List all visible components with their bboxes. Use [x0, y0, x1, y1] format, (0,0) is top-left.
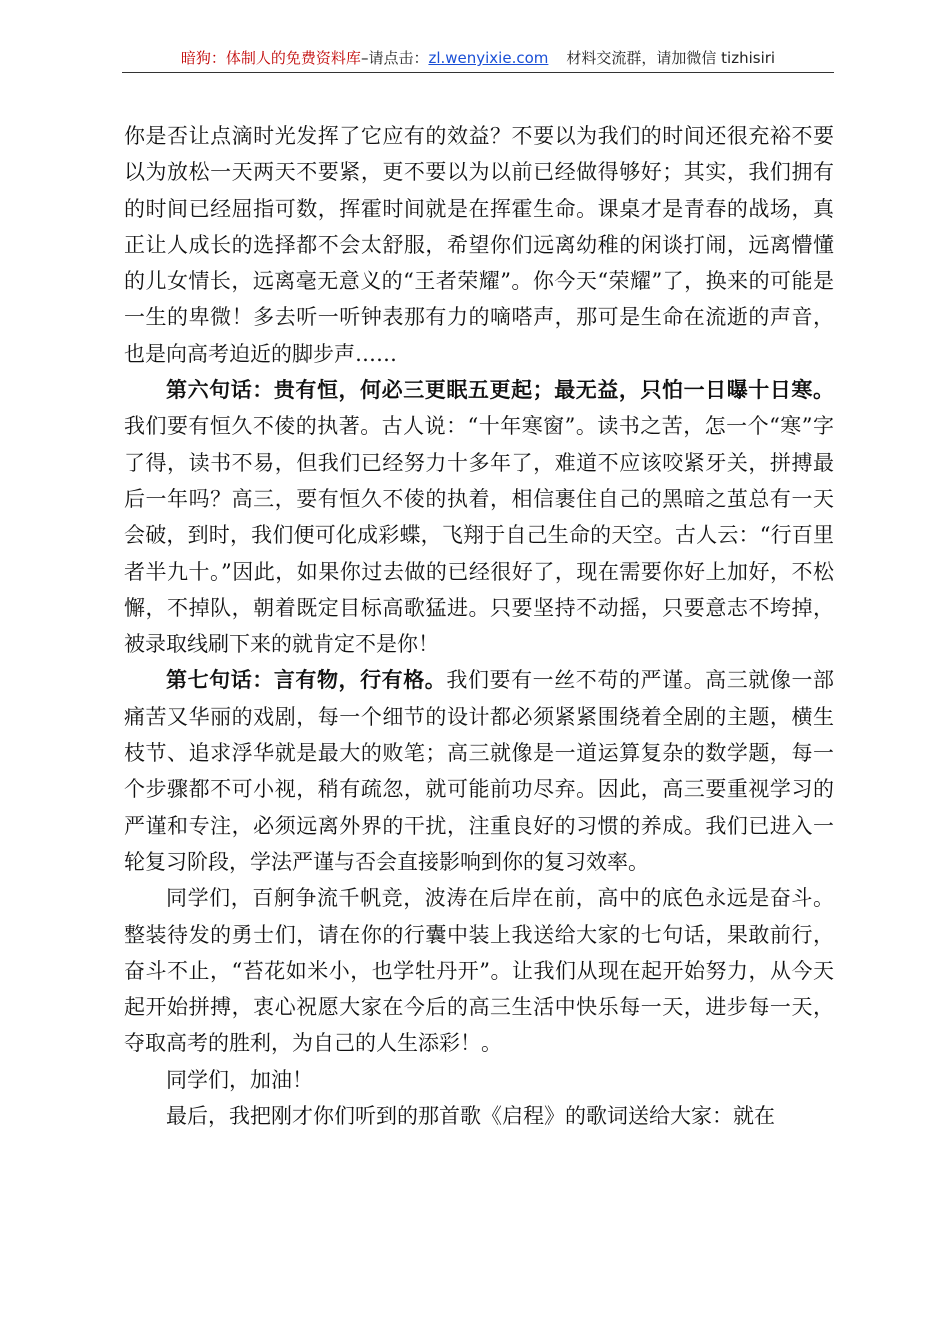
paragraph-2 [124, 372, 834, 662]
paragraph-1 [124, 118, 834, 372]
document-body [124, 118, 834, 1134]
header-click-prompt: –请点击： [360, 49, 429, 67]
page-header [122, 44, 834, 72]
header-divider [122, 72, 834, 73]
paragraph-text: 最后，我把刚才你们听到的那首歌《启程》的歌词送给大家：就在 [166, 1104, 775, 1129]
paragraph-4 [124, 880, 834, 1061]
header-group-note: 材料交流群，请加微信 tizhisiri [566, 49, 776, 67]
paragraph-text: 你是否让点滴时光发挥了它应有的效益？不要以为我们的时间还很充裕不要以为放松一天两天不要紧，更不要以为以前已经做得够好；其实，我们拥有的时间已经屈指可数，挥霍时间就是在挥霍生命。课桌才是青春的战场，真正让人成长的选择都不会太舒服，希望你们远离幼稚的闲谈打闹，远离懵懂的儿女情长，远离毫无意义的“王者荣耀”。你今天“荣耀”了，换来的可能是一生的卑微！多去听一听钟表那有力的嘀嗒声，那可是生命在流逝的声音，也是向高考迫近的脚步声…… [124, 124, 834, 366]
paragraph-6 [124, 1098, 834, 1134]
paragraph-lead: 第六句话：贵有恒，何必三更眠五更起；最无益，只怕一日曝十日寒。 [166, 377, 834, 403]
header-link[interactable]: zl.wenyixie.com [428, 49, 549, 67]
paragraph-text: 同学们，加油！ [166, 1067, 313, 1092]
paragraph-lead: 第七句话：言有物，行有格。 [166, 667, 447, 693]
header-brand: 暗狗：体制人的免费资料库 [180, 49, 361, 67]
paragraph-5 [124, 1062, 834, 1098]
paragraph-text: 我们要有恒久不倰的执著。古人说：“十年寒窗”。读书之苦，怎一个“寒”字了得，读书不易，但我们已经努力十多年了，难道不应该咬紧牙关，拼搏最后一年吗？高三，要有恒久不倰的执着，相信裹住自己的黑暗之茧总有一天会破，到时，我们便可化成彩蝶，飞翔于自己生命的天空。古人云：“行百里者半九十。”因此，如果你过去做的已经很好了，现在需要你好上加好，不松懈，不掉队，朝着既定目标高歌猛进。只要坚持不动摇，只要意志不垮掉，被录取线刷下来的就肯定不是你！ [124, 414, 834, 657]
paragraph-text: 同学们，百舸争流千帆竞，波涛在后岸在前，高中的底色永远是奋斗。整装待发的勇士们，请在你的行囊中装上我送给大家的七句话，果敢前行，奋斗不止，“苔花如米小，也学牡丹开”。让我们从现在起开始努力，从今天起开始拼搏，衷心祝愿大家在今后的高三生活中快乐每一天，进步每一天，夺取高考的胜利，为自己的人生添彩！。 [124, 886, 834, 1056]
paragraph-3 [124, 662, 834, 880]
paragraph-text: 我们要有一丝不苟的严谨。高三就像一部痛苦又华丽的戏剧，每一个细节的设计都必须紧紧围绕着全剧的主题，横生枝节、追求浮华就是最大的败笔；高三就像是一道运算复杂的数学题，每一个步骤都不可小视，稍有疏忽，就可能前功尽弃。因此，高三要重视学习的严谨和专注，必须远离外界的干扰，注重良好的习惯的养成。我们已进入一轮复习阶段，学法严谨与否会直接影响到你的复习效率。 [124, 668, 835, 874]
